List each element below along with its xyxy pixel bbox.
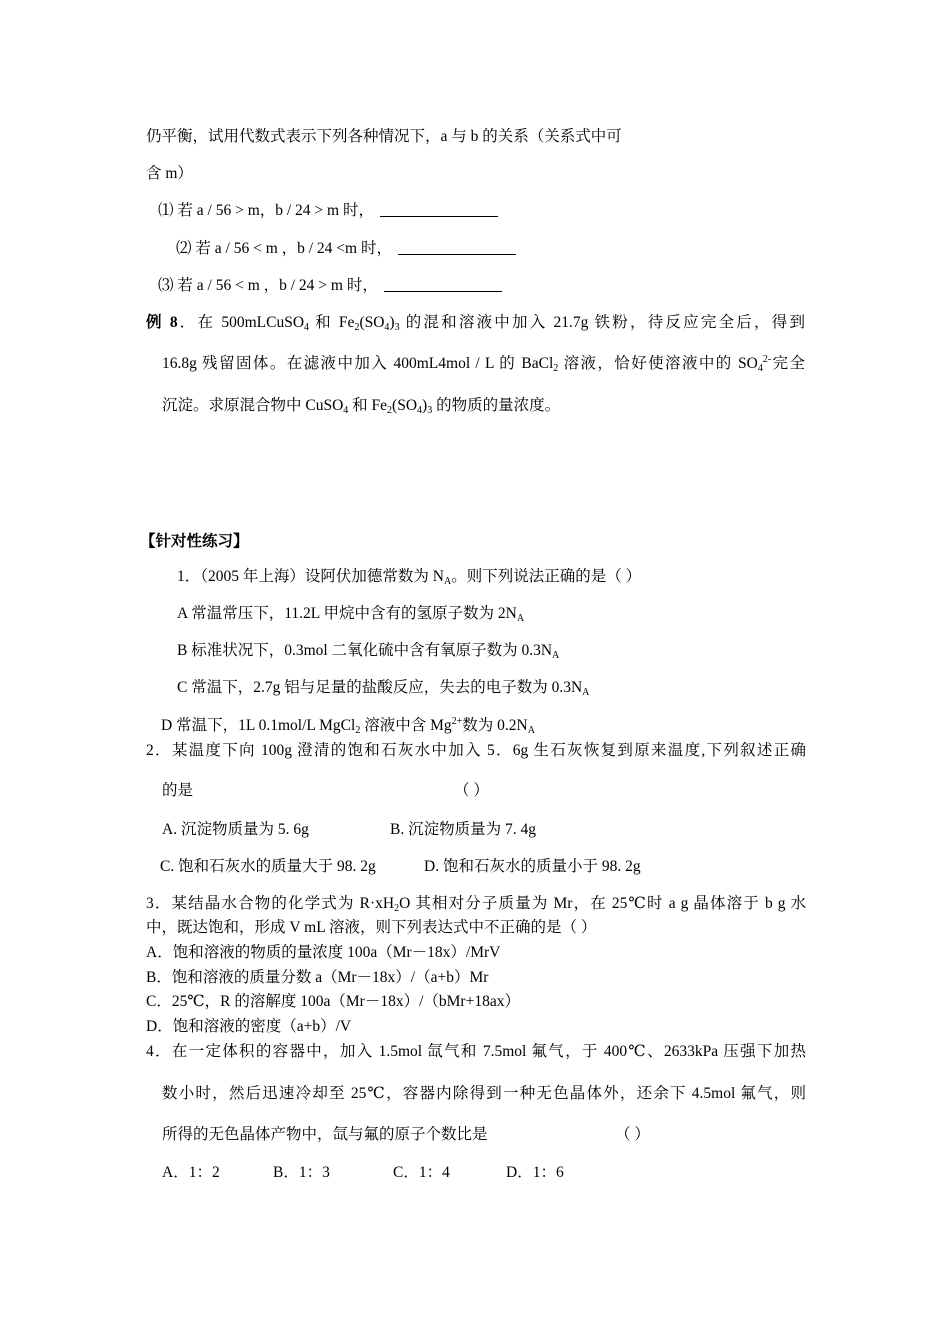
q2-stem-text: 2．某温度下向 100g 澄清的饱和石灰水中加入 5．6g 生石灰恢复到原来温度,下列叙述正确	[146, 742, 806, 759]
example-label: 例 8	[146, 314, 178, 331]
q3-option-a[interactable]: A．饱和溶液的物质的量浓度 100a（Mr－18x）/MrV	[146, 944, 501, 961]
subscript: A	[552, 650, 560, 661]
subscript: 4	[304, 322, 310, 333]
subscript: 2	[387, 405, 393, 416]
subscript: A	[443, 576, 452, 587]
q2-option-c[interactable]: C. 饱和石灰水的质量大于 98. 2g	[160, 858, 376, 875]
case-3-number: ⑶	[158, 277, 174, 294]
case-2-text: 若 a / 56 < m ，b / 24 <m 时，	[195, 240, 392, 257]
q3-stem-line-1	[146, 894, 806, 914]
q2-stem-line-1	[146, 741, 806, 761]
case-2-number: ⑵	[176, 240, 192, 257]
section-title: 【针对性练习】	[140, 533, 249, 550]
option-text: A 常温常压下，11.2L 甲烷中含有的氢原子数为 2N	[177, 605, 517, 622]
q3-stem-text: 3．某结晶水合物的化学式为 R·xH	[146, 895, 395, 912]
subscript: 2	[355, 725, 361, 736]
case-3	[158, 276, 502, 296]
q2-option-a[interactable]: A. 沉淀物质量为 5. 6g	[162, 821, 309, 838]
q4-stem-text: 4．在一定体积的容器中，加入 1.5mol 氙气和 7.5mol 氟气，于 400℃、2633kPa 压强下加热	[146, 1043, 806, 1060]
q1-option-a[interactable]	[177, 604, 524, 624]
subscript: 4	[757, 363, 763, 374]
option-text: D 常温下，1L 0.1mol/L MgCl	[161, 717, 356, 734]
q1-option-b[interactable]	[177, 641, 559, 661]
q4-stem-text: 数小时，然后迅速冷却至 25℃，容器内除得到一种无色晶体外，还余下 4.5mol 氟气，则	[162, 1085, 806, 1102]
q3-option-b[interactable]: B．饱和溶液的质量分数 a（Mr－18x）/（a+b）Mr	[146, 969, 489, 986]
subscript: A	[582, 687, 590, 698]
subscript: 2	[394, 903, 400, 914]
example8-text: (SO	[359, 314, 385, 331]
q1-stem	[177, 567, 641, 587]
intro-line-2: 含 m）	[146, 165, 193, 182]
answer-blank-1[interactable]	[380, 202, 498, 217]
q4-option-d[interactable]: D．1：6	[506, 1164, 564, 1181]
example8-text: )	[389, 314, 395, 331]
q4-answer-paren[interactable]: （ ）	[615, 1126, 650, 1143]
q2-answer-paren[interactable]: （ ）	[454, 782, 489, 799]
superscript: 2+	[451, 716, 463, 727]
q4-stem-line-3: 所得的无色晶体产物中，氙与氟的原子个数比是	[162, 1126, 488, 1143]
subscript: 2	[553, 363, 559, 374]
q1-option-d[interactable]	[161, 716, 535, 736]
subscript: 2	[354, 322, 360, 333]
q1-stem-text: 1．（2005 年上海）设阿伏加德常数为 N	[177, 568, 444, 585]
option-text: 溶液中含 Mg	[360, 717, 452, 734]
example8-line-3	[162, 396, 560, 416]
option-text: B 标准状况下，0.3mol 二氧化硫中含有氧原子数为 0.3N	[177, 642, 553, 659]
subscript: A	[516, 613, 525, 624]
q3-stem-line-2: 中，既达饱和，形成 V mL 溶液，则下列表达式中不正确的是（ ）	[146, 919, 597, 936]
case-2	[176, 239, 516, 259]
answer-blank-2[interactable]	[398, 240, 516, 255]
intro-line-1: 仍平衡，试用代数式表示下列各种情况下，a 与 b 的关系（关系式中可	[146, 128, 622, 145]
q3-option-d[interactable]: D．饱和溶液的密度（a+b）/V	[146, 1018, 352, 1035]
subscript: A	[527, 725, 535, 736]
option-text: 数为 0.2N	[462, 717, 528, 734]
q4-stem-line-1	[146, 1042, 806, 1062]
subscript: 4	[343, 405, 349, 416]
example8-line-2	[162, 354, 805, 374]
example8-text: 沉淀。求原混合物中 CuSO	[162, 397, 344, 414]
q2-option-b[interactable]: B. 沉淀物质量为 7. 4g	[390, 821, 536, 838]
example8-line-1	[146, 313, 805, 333]
case-1-text: 若 a / 56 > m，b / 24 > m 时，	[177, 202, 374, 219]
option-text: C 常温下，2.7g 铝与足量的盐酸反应，失去的电子数为 0.3N	[177, 679, 583, 696]
q4-option-b[interactable]: B．1：3	[273, 1164, 330, 1181]
q2-option-d[interactable]: D. 饱和石灰水的质量小于 98. 2g	[424, 858, 641, 875]
q1-option-c[interactable]	[177, 678, 589, 698]
q4-option-c[interactable]: C．1：4	[393, 1164, 450, 1181]
example8-text: )	[422, 397, 428, 414]
q3-option-c[interactable]: C．25℃，R 的溶解度 100a（Mr－18x）/（bMr+18ax）	[146, 993, 520, 1010]
subscript: 3	[427, 405, 433, 416]
example8-text: 和 Fe	[309, 314, 355, 331]
subscript: 3	[394, 322, 400, 333]
subscript: 4	[384, 322, 390, 333]
example8-text: 的混和溶液中加入 21.7g 铁粉，待反应完全后，得到	[399, 314, 805, 331]
example8-text: 和 Fe	[348, 397, 388, 414]
case-3-text: 若 a / 56 < m ，b / 24 > m 时，	[177, 277, 378, 294]
q2-stem-line-2: 的是	[162, 782, 194, 799]
example8-text: 完全	[771, 355, 805, 372]
q3-stem-text: O 其相对分子质量为 Mr，在 25℃时 a g 晶体溶于 b g 水	[399, 895, 807, 912]
subscript: 4	[417, 405, 423, 416]
example8-text: 16.8g 残留固体。在滤液中加入 400mL4mol / L 的 BaCl	[162, 355, 554, 372]
answer-blank-3[interactable]	[384, 277, 502, 292]
case-1	[158, 201, 498, 221]
example8-text: (SO	[392, 397, 418, 414]
q4-option-a[interactable]: A．1：2	[162, 1164, 220, 1181]
case-1-number: ⑴	[158, 202, 174, 219]
example8-text: ．在 500mLCuSO	[177, 314, 305, 331]
superscript: 2-	[762, 354, 772, 365]
example8-text: 的物质的量浓度。	[432, 397, 561, 414]
q1-stem-text: 。则下列说法正确的是（ ）	[451, 568, 642, 585]
q4-stem-line-2	[162, 1084, 806, 1104]
example8-text: 溶液，恰好使溶液中的 SO	[558, 355, 758, 372]
